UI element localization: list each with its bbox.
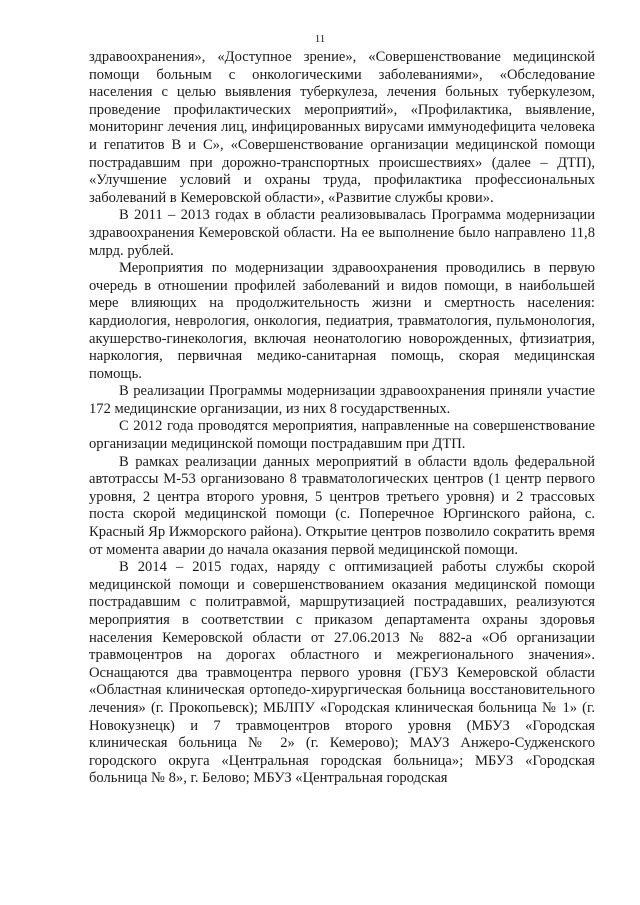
paragraph-modernization-program: В 2011 – 2013 годах в области реализовывалась Программа модернизации здравоохранения Кемеровской области. На ее выполнение было направлено 11,8 млрд. рублей. (89, 207, 595, 259)
paragraph-continuation: здравоохранения», «Доступное зрение», «Совершенствование медицинской помощи больным с онкологическими заболеваниями», «Обследование населения с целью выявления туберкулеза, лечения больных туберкулезом, проведение профилактических мероприятий», «Профилактика, выявление, мониторинг лечения лиц, инфицированных вирусами иммунодефицита человека и гепатитов В и С», «Совершенствование организации медицинской помощи пострадавшим при дорожно-транспортных происшествиях» (далее – ДТП), «Улучшение условий и охраны труда, профилактика профессиональных заболеваний в Кемеровской области», «Развитие службы крови». (89, 49, 595, 206)
body-text (89, 49, 595, 788)
page-number: 11 (314, 33, 326, 45)
paragraph-trauma-centers: В рамках реализации данных мероприятий в области вдоль федеральной автотрассы М-53 организовано 8 травматологических центров (1 центр первого уровня, 2 центра второго уровня, 5 центров третьего уровня) и 2 трассовых поста скорой медицинской помощи (с. Поперечное Юргинского района, с. Красный Яр Ижморского района). Открытие центров позволило сократить время от момента аварии до начала оказания первой медицинской помощи. (89, 453, 595, 558)
paragraph-road-accident-measures: С 2012 года проводятся мероприятия, направленные на совершенствование организации медицинской помощи пострадавшим при ДТП. (89, 418, 595, 453)
paragraph-modernization-measures: Мероприятия по модернизации здравоохранения проводились в первую очередь в отношении профилей заболеваний и видов помощи, в наибольшей мере влияющих на продолжительность жизни и смертность населения: кардиология, неврология, онкология, педиатрия, травматология, пульмонология, акушерство-гинекология, включая неонатологию новорожденных, фтизиатрия, наркология, первичная медико-санитарная помощь, скорая медицинская помощь. (89, 260, 595, 382)
paragraph-participants: В реализации Программы модернизации здравоохранения приняли участие 172 медицинские организации, из них 8 государственных. (89, 383, 595, 417)
paragraph-2014-2015: В 2014 – 2015 годах, наряду с оптимизацией работы службы скорой медицинской помощи и совершенствованием оказания медицинской помощи пострадавшим с политравмой, маршрутизацией пострадавших, реализуются мероприятия в соответствии с приказом департамента охраны здоровья населения Кемеровской области от 27.06.2013 № 882-а «Об организации травмоцентров на дорогах областного и межрегионального значения». Оснащаются два травмоцентра первого уровня (ГБУЗ Кемеровской области «Областная клиническая ортопедо-хирургическая больница восстановительного лечения» (г. Прокопьевск); МБЛПУ «Городская клиническая больница № 1» (г. Новокузнецк) и 7 травмоцентров второго уровня (МБУЗ «Городская клиническая больница № 2» (г. Кемерово); МАУЗ Анжеро-Судженского городского округа «Центральная городская больница»; МБУЗ «Городская больница № 8», г. Белово; МБУЗ «Центральная городская (89, 559, 595, 787)
